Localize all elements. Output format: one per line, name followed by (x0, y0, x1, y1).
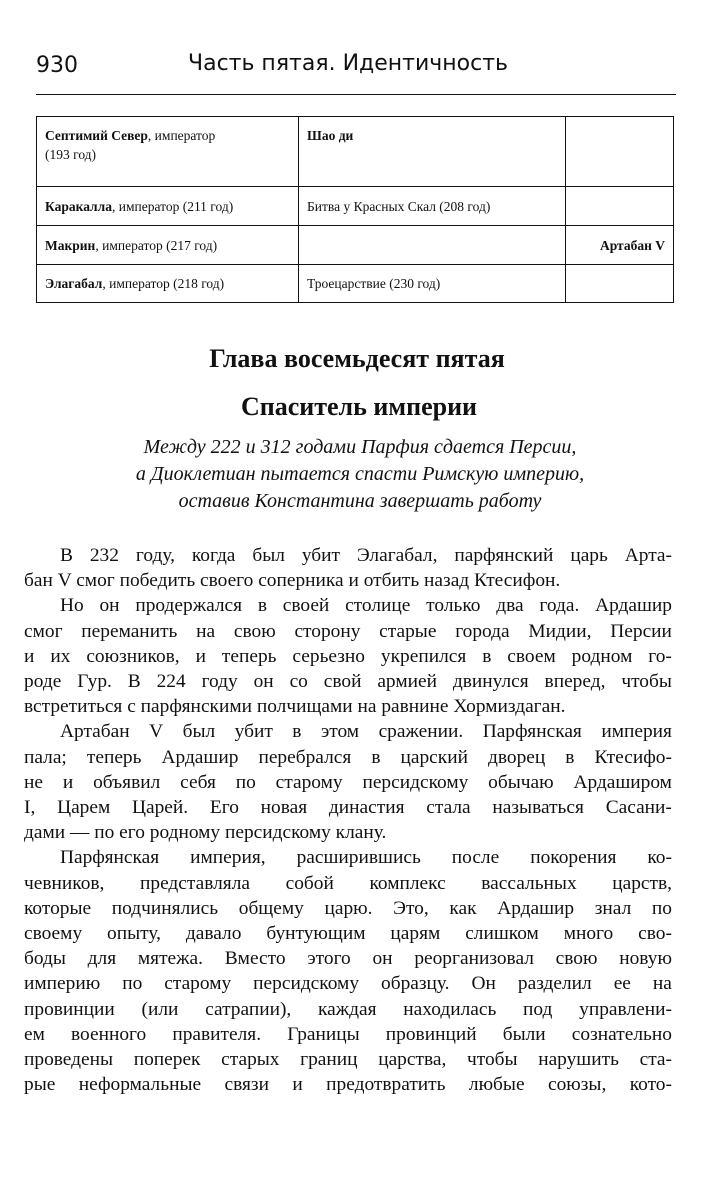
table-cell (566, 265, 674, 303)
body-line: своему опыту, давало бунтующим царям слишком много сво- (24, 923, 672, 945)
body-line: и их союзников, и теперь серьезно укрепился в своем родном го- (24, 645, 672, 667)
body-line: встретиться с парфянскими полчищами на равнине Хормиздаган. (24, 696, 566, 718)
body-line: бан V смог победить своего соперника и отбить назад Ктесифон. (24, 570, 561, 592)
chapter-number: Глава восемьдесят пятая (209, 344, 505, 373)
chapter-title: Спаситель империи (240, 392, 478, 421)
table-row (37, 226, 674, 265)
body-line: В 232 году, когда был убит Элагабал, парфянский царь Арта- (60, 545, 672, 566)
body-line: рые неформальные связи и предотвратить любые союзы, кото- (24, 1074, 672, 1096)
table-cell (37, 117, 299, 187)
body-line: роде Гур. В 224 году он со свой армией двинулся вперед, чтобы (24, 671, 672, 693)
epigraph-line: Между 222 и 312 годами Парфия сдается Персии, (143, 436, 577, 458)
body-line: боды для мятежа. Вместо этого он реорганизовал свою новую (24, 948, 672, 970)
body-line: дами — по его родному персидскому клану. (24, 822, 387, 844)
epigraph-line: а Диоклетиан пытается спасти Римскую империю, (135, 463, 585, 485)
rulers-table (36, 116, 674, 303)
event-text: Битва у Красных Скал (208 год) (307, 198, 491, 214)
ruler-year: (193 год) (45, 147, 97, 162)
body-line: Артабан V был убит в этом сражении. Парфянская империя (60, 721, 672, 743)
body-line: проведены поперек старых границ царства, чтобы нарушить ста- (24, 1049, 672, 1071)
body-line: смог переманить на свою сторону старые города Мидии, Персии (24, 620, 672, 642)
ruler-name: Каракалла (45, 198, 112, 214)
running-title: Часть пятая. Идентичность (188, 51, 508, 76)
chapter-epigraph (40, 434, 680, 515)
table-cell (566, 117, 674, 187)
ruler-name: Шао ди (307, 128, 354, 143)
epigraph-line: оставив Константина завершать работу (178, 490, 542, 512)
table-cell (37, 187, 299, 226)
body-line: ем военного правителя. Границы провинций были сознательно (24, 1023, 672, 1045)
body-line: Но он продержался в своей столице только два года. Ардашир (60, 595, 672, 617)
table-cell (299, 265, 566, 303)
table-row (37, 187, 674, 226)
table-cell (37, 226, 299, 265)
ruler-name: Артабан V (599, 237, 665, 253)
table-cell (566, 226, 674, 265)
body-line: провинции (или сатрапии), каждая находилась под управлени- (24, 998, 672, 1020)
table-cell (299, 117, 566, 187)
page-number: 930 (36, 53, 78, 78)
table-cell (299, 226, 566, 265)
body-line: Парфянская империя, расширившись после покорения ко- (60, 847, 672, 869)
header-rule (36, 94, 676, 95)
ruler-name: Элагабал (45, 276, 103, 291)
body-line: которые подчинялись общему царю. Это, как Ардашир знал по (24, 897, 672, 919)
ruler-role: , император (217 год) (95, 237, 218, 253)
table-row (37, 265, 674, 303)
body-text (24, 543, 672, 1097)
body-line: чевников, представляла собой комплекс вассальных царств, (24, 872, 672, 894)
ruler-role: , император (147, 128, 216, 143)
table-cell (566, 187, 674, 226)
ruler-role: , император (211 год) (111, 198, 234, 214)
table-cell (37, 265, 299, 303)
table-cell (299, 187, 566, 226)
body-line: не и объявил себя по старому персидскому обычаю Ардаширом (24, 771, 672, 793)
body-line: I, Царем Царей. Его новая династия стала называться Сасани- (24, 797, 672, 819)
ruler-name: Септимий Север (45, 128, 148, 143)
table-row (37, 117, 674, 187)
ruler-role: , император (218 год) (102, 276, 225, 291)
body-line: пала; теперь Ардашир перебрался в царский дворец в Ктесифо- (24, 746, 672, 768)
ruler-name: Макрин (45, 237, 96, 253)
event-text: Троецарствие (230 год) (307, 276, 441, 291)
running-header (36, 48, 676, 84)
body-line: империю по старому персидскому образцу. Он разделил ее на (24, 973, 672, 995)
